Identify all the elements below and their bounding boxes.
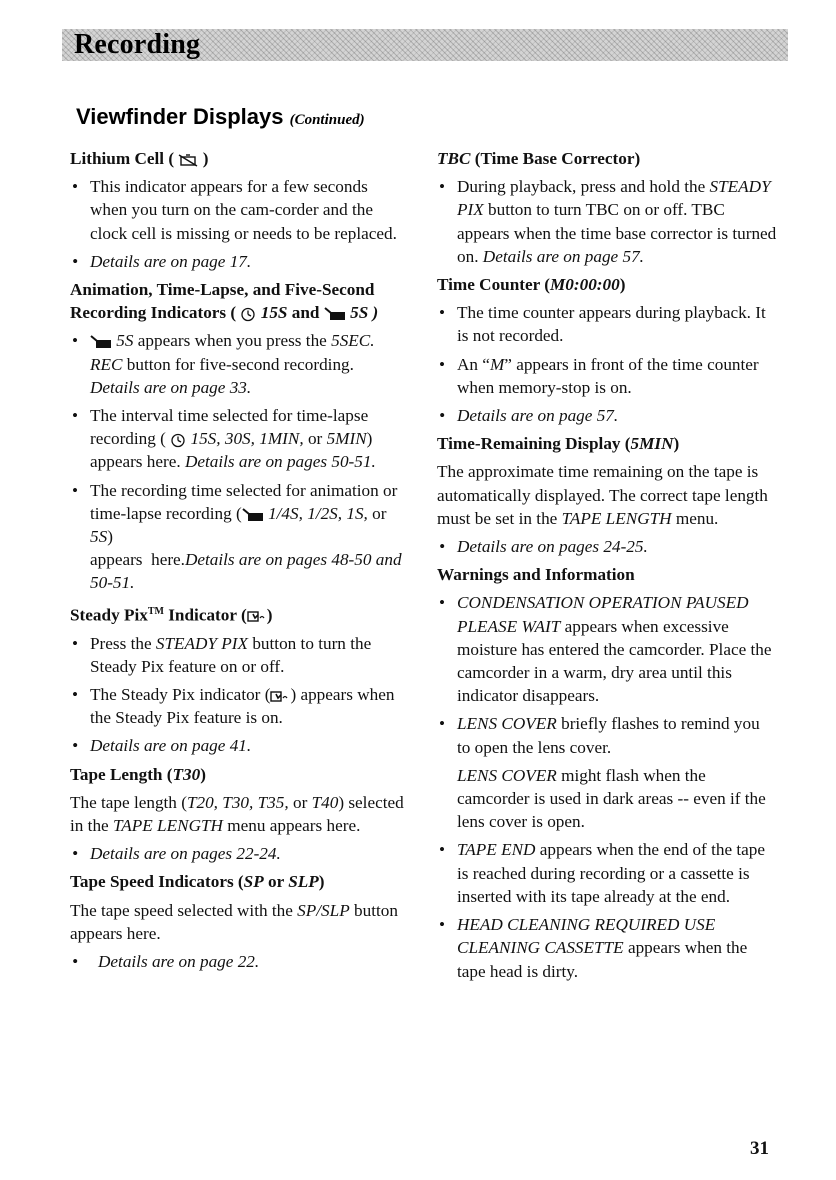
- tape-length-text: The tape length (T20, T30, T35, or T40) selected in the TAPE LENGTH menu appears here.: [70, 792, 404, 836]
- list-item: • Details are on pages 24-25.: [437, 535, 777, 558]
- list-item: • The recording time selected for animation or time-lapse recording ( 1/4S, 1/2S, 1S, or 5S) appears here.Details are on pages 48-50 and 50-51.: [70, 479, 406, 595]
- camera-record-icon: [90, 335, 112, 349]
- banner-title: Recording: [74, 29, 201, 60]
- tbc-heading: TBC (Time Base Corrector): [437, 149, 641, 168]
- list-item: • Details are on pages 22-24.: [70, 842, 406, 865]
- left-column: [70, 147, 406, 978]
- steady-pix-icon: [247, 609, 267, 623]
- time-remaining-text: The approximate time remaining on the tape is automatically displayed. The correct tape length must be set in the TAPE LENGTH menu.: [437, 462, 768, 528]
- page-title: Viewfinder Displays (Continued): [76, 104, 365, 129]
- tape-length-heading: Tape Length (T30): [70, 764, 206, 784]
- list-item: • The interval time selected for time-lapse recording ( 15S, 30S, 1MIN, or 5MIN) appears here. Details are on pages 50-51.: [70, 404, 406, 474]
- list-item: • Press the STEADY PIX button to turn the Steady Pix feature on or off.: [70, 632, 406, 678]
- timer-icon: [170, 432, 186, 448]
- list-item: • Details are on page 22.: [70, 950, 406, 973]
- continued-label: (Continued): [289, 112, 365, 128]
- time-counter-heading: Time Counter (M0:00:00): [437, 275, 626, 295]
- list-item: • An “M” appears in front of the time counter when memory-stop is on.: [437, 353, 777, 399]
- camera-record-icon: [324, 307, 346, 321]
- list-item: • TAPE END appears when the end of the tape is reached during recording or a cassette is inserted with its tape already at the end.: [437, 838, 777, 908]
- tape-speed-text: The tape speed selected with the SP/SLP button appears here.: [70, 900, 398, 943]
- timer-icon: [240, 306, 256, 322]
- steady-pix-icon: [270, 689, 290, 703]
- list-item: • CONDENSATION OPERATION PAUSED PLEASE WAIT appears when excessive moisture has entered the camcorder. Place the camcorder in a warm, dry area until this indicator disappears.: [437, 591, 777, 707]
- list-item: • 5S appears when you press the 5SEC. REC button for five-second recording. Details are on page 33.: [70, 329, 406, 399]
- lithium-heading: Lithium Cell ( ): [70, 149, 209, 168]
- time-remaining-heading: Time-Remaining Display (5MIN): [437, 434, 680, 454]
- right-column: [437, 147, 777, 988]
- steady-pix-heading: Steady Pix™ Indicator ( ): [70, 605, 273, 625]
- list-item: • Details are on page 17.: [70, 250, 406, 273]
- list-item: • The time counter appears during playback. It is not recorded.: [437, 301, 777, 347]
- warnings-heading: Warnings and Information: [437, 565, 635, 585]
- list-item: • This indicator appears for a few seconds when you turn on the cam-corder and the clock cell is missing or needs to be replaced.: [70, 175, 406, 245]
- list-item: • LENS COVER briefly flashes to remind you to open the lens cover.: [437, 712, 777, 758]
- list-item: • Details are on page 41.: [70, 734, 406, 757]
- list-item: • During playback, press and hold the STEADY PIX button to turn TBC on or off. TBC appears when the time base corrector is turned on. Details are on page 57.: [437, 175, 777, 268]
- list-item: • The Steady Pix indicator ( ) appears when the Steady Pix feature is on.: [70, 683, 406, 729]
- lithium-cell-icon: [178, 153, 198, 167]
- list-item: • HEAD CLEANING REQUIRED USE CLEANING CASSETTE appears when the tape head is dirty.: [437, 913, 777, 983]
- list-item: • Details are on page 57.: [437, 404, 777, 427]
- tape-speed-heading: Tape Speed Indicators (SP or SLP): [70, 872, 325, 892]
- animation-heading: Animation, Time-Lapse, and Five-Second Recording Indicators ( 15S and 5S ): [70, 280, 379, 323]
- list-item-continuation: LENS COVER might flash when the camcorder is used in dark areas -- even if the lens cover is open.: [457, 765, 766, 832]
- section-banner: [62, 29, 788, 61]
- camera-record-icon: [242, 508, 264, 522]
- page-number: 31: [750, 1138, 769, 1159]
